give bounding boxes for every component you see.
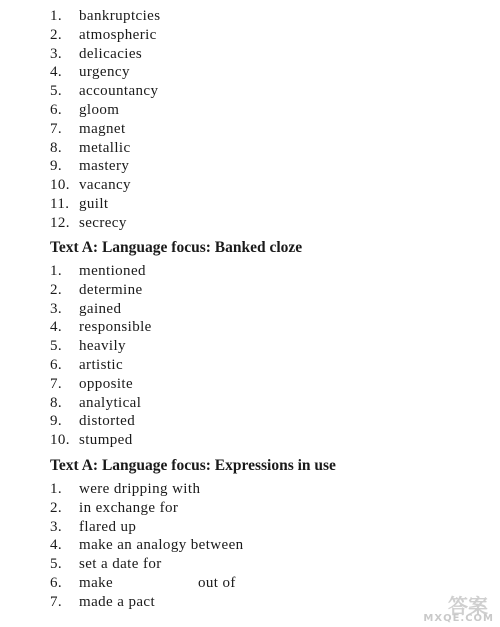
list-item: [0, 45, 500, 64]
item-number: 2.: [50, 499, 63, 516]
list-item: [0, 318, 500, 337]
item-text: magnet: [79, 120, 126, 137]
item-text: set a date for: [79, 556, 162, 573]
list-item: [0, 214, 500, 233]
site-watermark: [404, 590, 494, 624]
word-list-banked-cloze: [0, 262, 500, 450]
item-number: 8.: [50, 394, 63, 411]
list-item: [0, 375, 500, 394]
item-text: make an analogy between: [79, 537, 244, 554]
item-number: 1.: [50, 263, 63, 279]
item-number: 12.: [50, 214, 70, 231]
item-number: 8.: [50, 139, 63, 156]
list-item: [0, 394, 500, 413]
item-number: 2.: [50, 281, 63, 298]
item-text: responsible: [79, 319, 152, 336]
item-number: 4.: [50, 537, 63, 554]
word-list-section-1: [0, 7, 500, 233]
list-item: [0, 518, 500, 537]
section-heading-banked-cloze: Text A: Language focus: Banked cloze: [50, 239, 303, 256]
item-number: 3.: [50, 518, 63, 535]
list-item: [0, 120, 500, 139]
item-number: 11.: [50, 195, 70, 212]
item-text: in exchange for: [79, 499, 179, 516]
item-text: made a pact: [79, 593, 156, 610]
list-item: [0, 281, 500, 300]
list-item: [0, 555, 500, 574]
item-text: flared up: [79, 518, 137, 535]
item-text: metallic: [79, 139, 131, 156]
item-number: 6.: [50, 356, 63, 373]
list-item: [0, 26, 500, 45]
item-text-continuation: out of: [198, 574, 236, 591]
item-text: guilt: [79, 195, 109, 212]
list-item: [0, 157, 500, 176]
list-item: [0, 431, 500, 450]
item-text: urgency: [79, 64, 130, 81]
item-text: stumped: [79, 432, 133, 449]
item-number: 7.: [50, 593, 63, 610]
item-text: secrecy: [79, 214, 127, 231]
item-text: vacancy: [79, 177, 131, 194]
list-item: [0, 412, 500, 431]
item-text: mentioned: [79, 263, 146, 279]
list-item: [0, 139, 500, 158]
list-item: [0, 82, 500, 101]
list-item: [0, 7, 500, 26]
item-number: 1.: [50, 8, 63, 24]
item-number: 6.: [50, 574, 63, 591]
item-number: 10.: [50, 432, 70, 449]
item-text: artistic: [79, 356, 124, 373]
item-number: 7.: [50, 120, 63, 137]
item-text: mastery: [79, 158, 130, 175]
section-heading-expressions-in-use: Text A: Language focus: Expressions in use: [50, 457, 336, 474]
list-item: [0, 300, 500, 319]
item-text: make: [79, 574, 114, 591]
item-number: 1.: [50, 481, 63, 497]
list-item: [0, 536, 500, 555]
item-number: 4.: [50, 319, 63, 336]
item-text: heavily: [79, 338, 126, 355]
item-number: 7.: [50, 375, 63, 392]
list-item: [0, 262, 500, 281]
item-text: delicacies: [79, 45, 143, 62]
item-number: 5.: [50, 83, 63, 100]
item-number: 2.: [50, 26, 63, 43]
list-item: [0, 337, 500, 356]
watermark-text: MXQE.COM: [423, 613, 494, 624]
list-item: [0, 356, 500, 375]
list-item: [0, 176, 500, 195]
list-item: [0, 101, 500, 120]
item-number: 9.: [50, 413, 63, 430]
item-text: accountancy: [79, 83, 159, 100]
item-number: 5.: [50, 556, 63, 573]
list-item: [0, 63, 500, 82]
item-number: 3.: [50, 300, 63, 317]
item-text: bankruptcies: [79, 8, 161, 24]
item-number: 4.: [50, 64, 63, 81]
list-item: [0, 195, 500, 214]
item-number: 9.: [50, 158, 63, 175]
item-text: distorted: [79, 413, 136, 430]
item-number: 3.: [50, 45, 63, 62]
item-number: 5.: [50, 338, 63, 355]
item-number: 10.: [50, 177, 70, 194]
item-text: gloom: [79, 101, 120, 118]
item-text: opposite: [79, 375, 134, 392]
list-item: [0, 480, 500, 499]
watermark-mark: 答案: [448, 594, 488, 618]
item-text: analytical: [79, 394, 142, 411]
item-text: were dripping with: [79, 481, 201, 497]
item-number: 6.: [50, 101, 63, 118]
item-text: atmospheric: [79, 26, 157, 43]
item-text: gained: [79, 300, 122, 317]
list-item: [0, 499, 500, 518]
item-text: determine: [79, 281, 143, 298]
